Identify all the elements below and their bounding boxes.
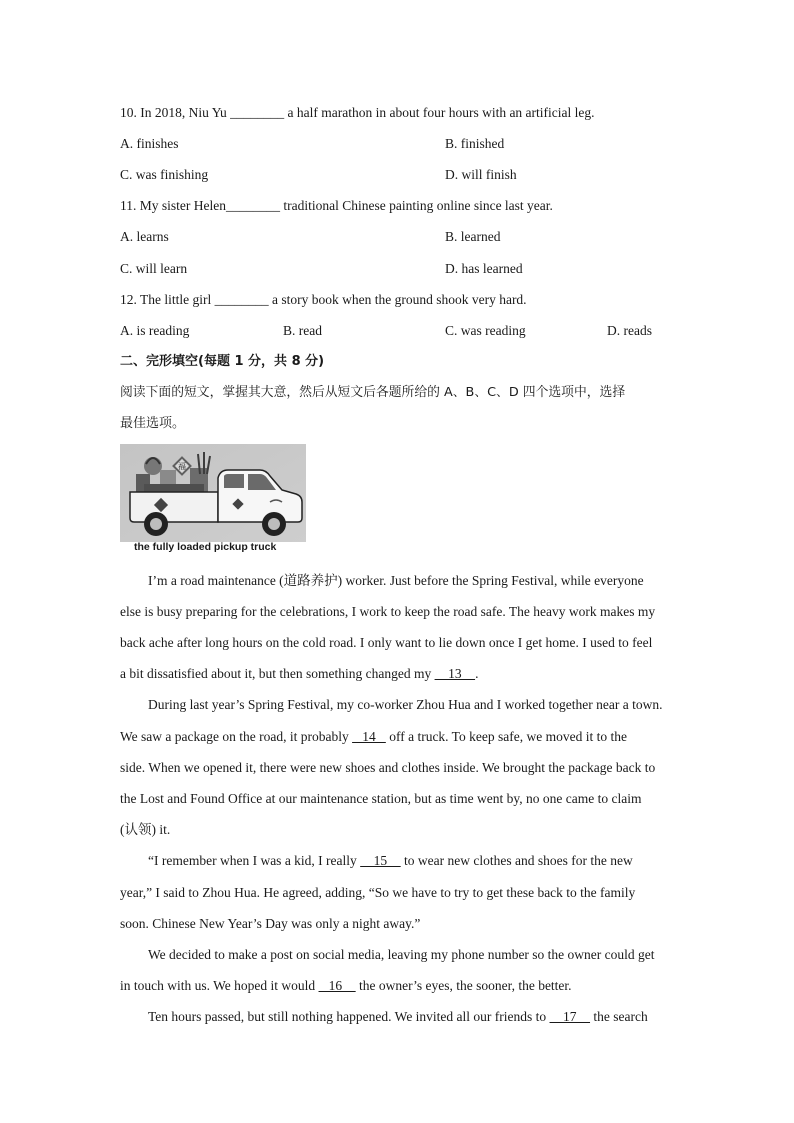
blank-16: 16 — [318, 978, 356, 993]
passage-line-12: soon. Chinese New Year’s Day was only a night away.” — [120, 916, 421, 931]
blank-13: 13 — [434, 666, 476, 681]
question-10-option-c: C. was finishing — [120, 167, 209, 182]
passage-line-3: back ache after long hours on the cold road. I only want to lie down once I get home. I used to feel — [120, 635, 653, 650]
passage-line-13: We decided to make a post on social media, leaving my phone number so the owner could get — [148, 947, 655, 962]
passage-line-6: We saw a package on the road, it probably 14 off a truck. To keep safe, we moved it to the — [120, 729, 627, 744]
question-10-option-b: B. finished — [445, 136, 505, 151]
passage-line-11: year,” I said to Zhou Hua. He agreed, adding, “So we have to try to get these back to the family — [120, 885, 636, 900]
question-12-option-c: C. was reading — [445, 323, 526, 338]
passage-line-7: side. When we opened it, there were new shoes and clothes inside. We brought the package back to — [120, 760, 656, 775]
passage-line-9: (认领) it. — [120, 822, 171, 837]
section-2-instruction-line-1: 阅读下面的短文，掌握其大意，然后从短文后各题所给的 A、B、C、D 四个选项中，选择 — [120, 385, 626, 400]
question-11-option-d: D. has learned — [445, 261, 523, 276]
question-11-option-c: C. will learn — [120, 261, 188, 276]
passage-line-4: a bit dissatisfied about it, but then something changed my 13 . — [120, 666, 479, 681]
fu-sign-text: 福 — [178, 462, 186, 471]
question-10-option-d: D. will finish — [445, 167, 517, 182]
passage-line-2: else is busy preparing for the celebrations, I work to keep the road safe. The heavy work makes my — [120, 604, 656, 619]
question-12-option-d: D. reads — [607, 323, 652, 338]
section-2-instruction-line-2: 最佳选项。 — [120, 416, 186, 431]
question-11-stem: 11. My sister Helen________ traditional Chinese painting online since last year. — [120, 198, 553, 213]
passage-line-14: in touch with us. We hoped it would 16 the owner’s eyes, the sooner, the better. — [120, 978, 572, 993]
blank-15: 15 — [360, 853, 401, 868]
question-12-option-a: A. is reading — [120, 323, 190, 338]
blank-17: 17 — [549, 1009, 591, 1024]
passage-line-15: Ten hours passed, but still nothing happened. We invited all our friends to 17 the search — [148, 1009, 648, 1024]
question-11-option-b: B. learned — [445, 229, 501, 244]
question-10-stem: 10. In 2018, Niu Yu ________ a half marathon in about four hours with an artificial leg. — [120, 105, 595, 120]
figure-caption: the fully loaded pickup truck — [134, 541, 277, 553]
section-2-heading: 二、完形填空(每题 1 分，共 8 分) — [120, 354, 325, 369]
question-11-option-a: A. learns — [120, 229, 169, 244]
question-12-stem: 12. The little girl ________ a story book when the ground shook very hard. — [120, 292, 527, 307]
passage-line-5: During last year’s Spring Festival, my co-worker Zhou Hua and I worked together near a town. — [148, 697, 663, 712]
question-12-option-b: B. read — [283, 323, 322, 338]
passage-line-8: the Lost and Found Office at our maintenance station, but as time went by, no one came to claim — [120, 791, 642, 806]
passage-line-10: “I remember when I was a kid, I really 15 to wear new clothes and shoes for the new — [148, 853, 633, 868]
question-10-option-a: A. finishes — [120, 136, 179, 151]
blank-14: 14 — [352, 729, 386, 744]
passage-line-1: I’m a road maintenance (道路养护) worker. Just before the Spring Festival, while everyone — [148, 573, 644, 588]
pickup-truck-image — [120, 444, 306, 542]
